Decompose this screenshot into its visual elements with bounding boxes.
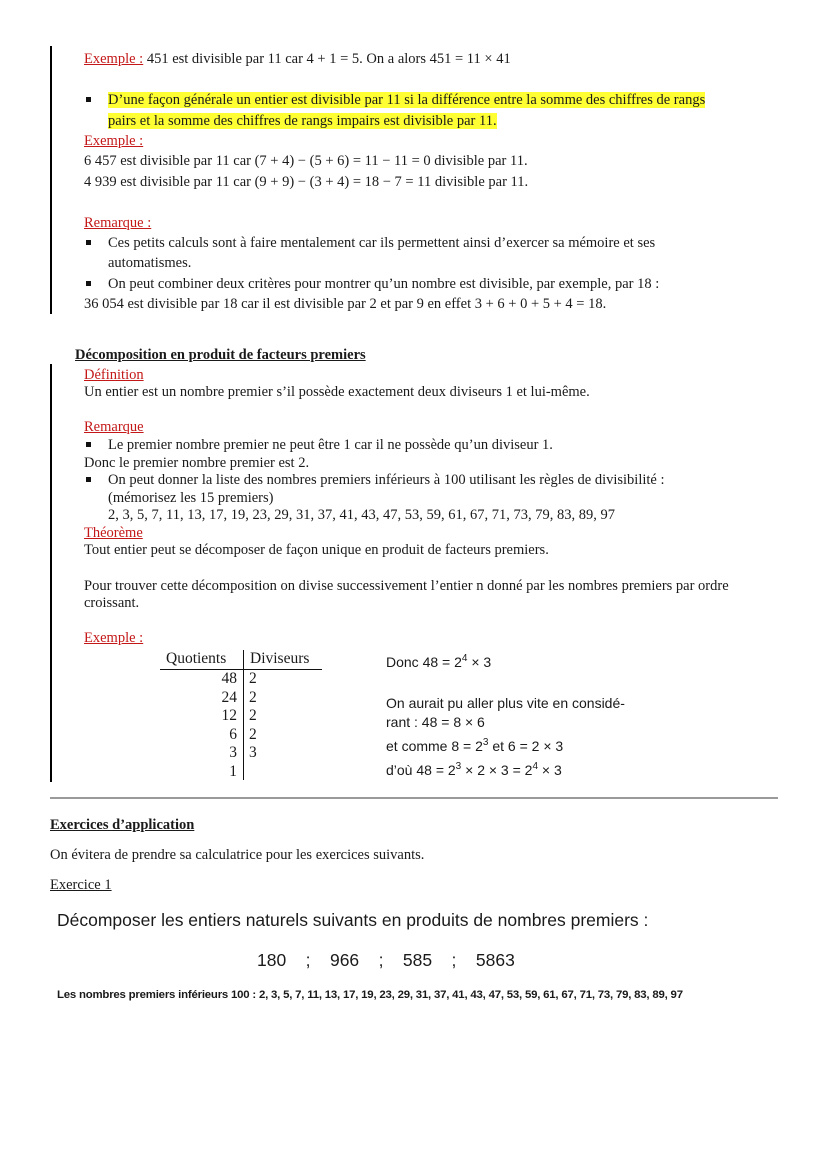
bullet-remark-1: [86, 240, 91, 245]
table-cell-quotient: 3: [229, 744, 237, 761]
example-1: [84, 50, 511, 68]
remark-2-bullet1-follow: Donc le premier nombre premier est 2.: [84, 455, 310, 471]
result-line5: d’où $48 = 2^3 \times 2 \times 3 = 2^4 \times 3$: [386, 761, 562, 778]
table-cell-quotient: 6: [229, 725, 237, 743]
table-cell-quotient: 24: [221, 688, 237, 706]
exercise-1-primes: Les nombres premiers inférieurs 100 : 2, 3, 5, 7, 11, 13, 17, 19, 23, 29, 31, 37, 41, 43, 47, 53, 59, 61, 67, 71, 73, 79, 83, 89, 97: [57, 989, 683, 1001]
definition-label: Définition: [84, 367, 144, 383]
table-cell-divisor: 2: [249, 688, 257, 706]
section-separator: [50, 797, 778, 799]
primes-list: 2, 3, 5, 7, 11, 13, 17, 19, 23, 29, 31, 37, 41, 43, 47, 53, 59, 61, 67, 71, 73, 79, 83, 89, 97: [108, 507, 615, 523]
table-vertical-rule: [243, 650, 244, 780]
table-cell-quotient: 1: [229, 762, 237, 780]
theorem-text: Tout entier peut se décomposer de façon unique en produit de facteurs premiers.: [84, 542, 549, 558]
bullet-remark-2-1: [86, 442, 91, 447]
rule-11-line1: D’une façon générale un entier est divisible par 11 si la différence entre la somme des chiffres de rangs: [108, 92, 706, 108]
table-cell-divisor: 2: [249, 707, 257, 724]
rule-11-line2: pairs et la somme des chiffres de rangs impairs est divisible par 11.: [108, 113, 497, 129]
section-heading-decomposition: Décomposition en produit de facteurs premiers: [75, 347, 366, 363]
example-2-label: Exemple :: [84, 133, 144, 149]
remark-1-label: Remarque :: [84, 215, 152, 231]
bullet-remark-2-2: [86, 477, 91, 482]
remark-1-bullet1-line2: automatismes.: [108, 255, 192, 271]
exercises-note: On évitera de prendre sa calculatrice pour les exercices suivants.: [50, 847, 425, 863]
table-cell-quotient: 48: [221, 670, 237, 687]
example-2-line2: 4 939 est divisible par 11 car (9 + 9) − (3 + 4) = 18 − 7 = 11 divisible par 11.: [84, 174, 529, 190]
exercises-heading: Exercices d’application: [50, 817, 195, 833]
definition-text: Un entier est un nombre premier s’il possède exactement deux diviseurs 1 et lui-même.: [84, 384, 590, 400]
example-2-line1: 6 457 est divisible par 11 car (7 + 4) − (5 + 6) = 11 − 11 = 0 divisible par 11.: [84, 153, 528, 169]
division-table: [160, 650, 325, 782]
result-line3: rant : 48 = 8 × 6: [386, 714, 485, 730]
example-1-text: 451 est divisible par 11 car 4 + 1 = 5. On a alors 451 = 11 × 41: [146, 51, 511, 67]
table-cell-quotient: 12: [221, 707, 237, 724]
bullet-rule-11: [86, 97, 91, 102]
result-line4: et comme $8 = 2^3$ et 6 = 2 × 3: [386, 737, 564, 754]
margin-bar-section1: [50, 46, 52, 314]
table-cell-divisor: 2: [249, 670, 257, 687]
exercise-1-label: Exercice 1: [50, 877, 112, 893]
theorem-label: Théorème: [84, 525, 143, 541]
remark-2-bullet2-line1: On peut donner la liste des nombres premiers inférieurs à 100 utilisant les règles de divisibilité :: [108, 472, 665, 488]
exercise-1-instruction: Décomposer les entiers naturels suivants en produits de nombres premiers :: [57, 910, 649, 930]
remark-2-bullet1: Le premier nombre premier ne peut être 1 car il ne possède qu’un diviseur 1.: [108, 437, 553, 453]
remark-1-example: 36 054 est divisible par 18 car il est divisible par 2 et par 9 en effet 3 + 6 + 0 + 5 + 4 = 18.: [84, 296, 607, 312]
table-cell-divisor: 2: [249, 725, 257, 743]
method-line2: croissant.: [84, 595, 140, 611]
table-cell-divisor: 3: [249, 744, 257, 761]
result-line2: On aurait pu aller plus vite en considé-: [386, 695, 625, 711]
remark-2-bullet2-line2: (mémorisez les 15 premiers): [108, 490, 274, 506]
remark-1-bullet1-line1: Ces petits calculs sont à faire mentalement car ils permettent ainsi d’exercer sa mémoire et ses: [108, 235, 656, 251]
result-line1: Donc $48 = 2^4 \times 3$: [386, 653, 492, 670]
example-3-label: Exemple :: [84, 630, 144, 646]
method-line1: Pour trouver cette décomposition on divise successivement l’entier n donné par les nombres premiers par ordre: [84, 578, 729, 594]
table-header-rule: [160, 669, 322, 670]
table-header-quotients: Quotients: [166, 650, 227, 667]
example-1-label: Exemple :: [84, 51, 144, 67]
remark-2-label: Remarque: [84, 419, 144, 435]
remark-1-bullet2: On peut combiner deux critères pour montrer qu’un nombre est divisible, par exemple, par 18 :: [108, 276, 660, 292]
table-header-divisors: Diviseurs: [250, 650, 310, 667]
margin-bar-section2: [50, 364, 52, 782]
exercise-1-numbers: 180 ; 966 ; 585 ; 5863: [257, 950, 515, 970]
bullet-remark-2: [86, 281, 91, 286]
